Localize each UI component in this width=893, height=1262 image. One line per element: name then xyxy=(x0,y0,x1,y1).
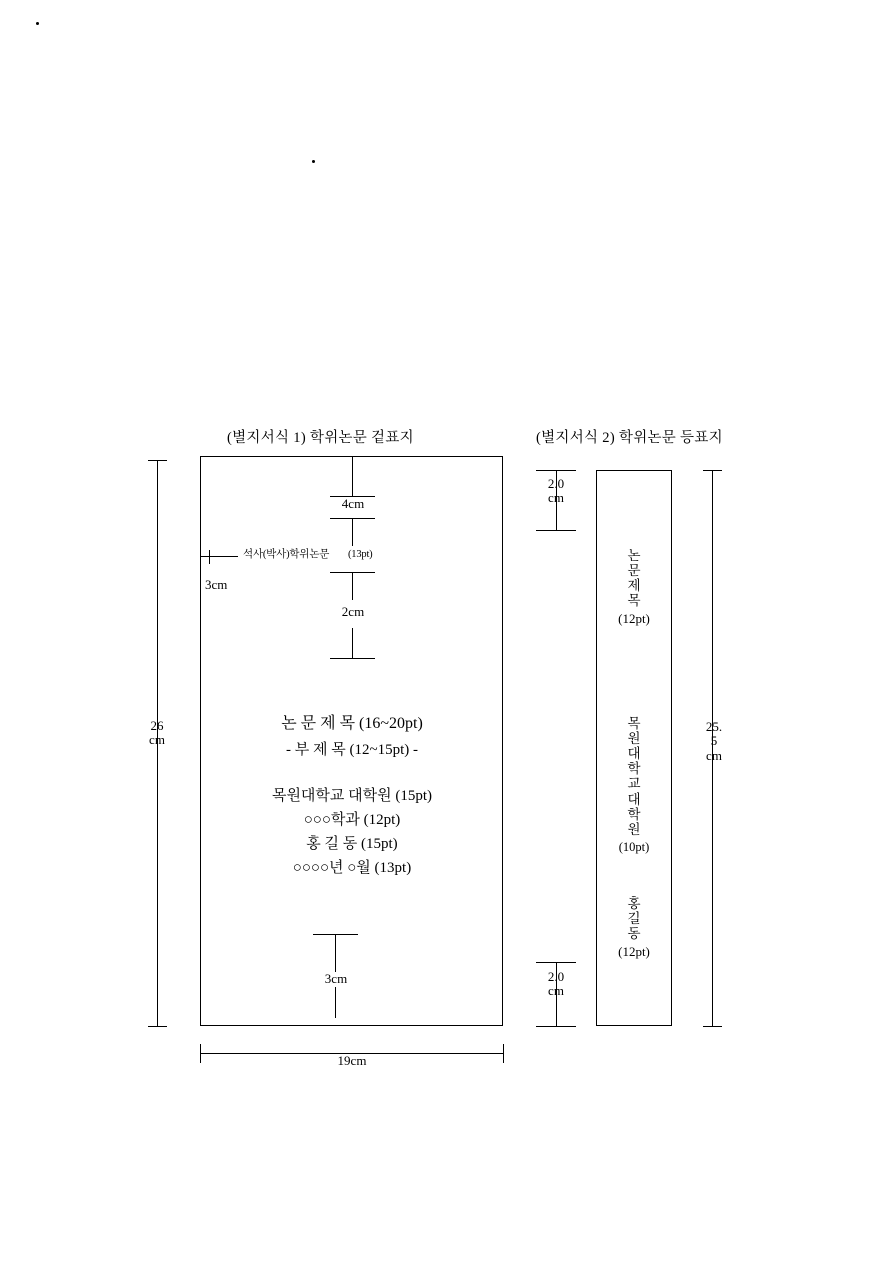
spine-author-char-0: 홍 xyxy=(627,896,641,911)
cover-height-unit: cm xyxy=(149,732,165,748)
spine-title-char-3: 목 xyxy=(627,593,641,609)
spine-title-block xyxy=(614,548,654,627)
spine-title-char-2: 제 xyxy=(627,578,641,594)
cover-left-margin-line xyxy=(200,556,238,557)
cover-height-value: 26 xyxy=(150,718,164,733)
cover-degree-label: 석사(박사)학위논문 xyxy=(243,549,330,560)
cover-width-left-tick xyxy=(200,1044,201,1063)
cover-height-top-tick xyxy=(148,460,167,461)
stray-dot-middle xyxy=(312,160,315,163)
spine-university-char-3: 학 xyxy=(627,761,641,777)
cover-left-margin-label: 3cm xyxy=(205,577,228,592)
cover-author-line: 홍 길 동 (15pt) xyxy=(306,836,398,852)
cover-width-label: 19cm xyxy=(318,1054,386,1069)
spine-height-label xyxy=(697,720,731,763)
spine-title-char-0: 논 xyxy=(627,548,641,563)
cover-top-margin-label: 4cm xyxy=(341,496,365,511)
cover-title-line: 논 문 제 목 (16~20pt) xyxy=(281,715,423,732)
cover-degree-label-size: (13pt) xyxy=(348,549,373,560)
spine-university-char-2: 대 xyxy=(627,746,641,762)
cover-department-line: ○○○학과 (12pt) xyxy=(303,812,401,828)
spine-university-char-5: 대 xyxy=(627,791,641,807)
spine-author-size: (12pt) xyxy=(618,944,650,960)
cover-height-label xyxy=(140,719,174,748)
cover-gap-bottom-tick xyxy=(330,658,375,659)
spine-title-char-1: 문 xyxy=(627,563,641,579)
spine-title-size: (12pt) xyxy=(618,611,650,627)
spine-top-margin-value: 2.0 xyxy=(547,476,565,491)
spine-bottom-dimension-lower-tick xyxy=(536,1026,576,1027)
spine-author-block xyxy=(614,896,654,960)
cover-gap-line xyxy=(352,628,353,658)
spine-bottom-margin-value: 2.0 xyxy=(547,969,565,984)
cover-degree-upper-line xyxy=(352,518,353,546)
cover-date-line: ○○○○년 ○월 (13pt) xyxy=(292,860,412,876)
cover-width-right-tick xyxy=(503,1044,504,1063)
spine-author-char-2: 동 xyxy=(627,926,641,942)
cover-bottom-margin-label: 3cm xyxy=(313,972,359,987)
cover-degree-lower-line xyxy=(352,572,353,600)
cover-gap-label: 2cm xyxy=(341,604,365,619)
spine-caption: (별지서식 2) 학위논문 등표지 xyxy=(536,430,723,446)
spine-university-char-6: 학 xyxy=(627,806,641,822)
spine-author-char-1: 길 xyxy=(627,911,641,927)
spine-top-dimension-lower-tick xyxy=(536,530,576,531)
cover-subtitle-line: - 부 제 목 (12~15pt) - xyxy=(286,742,418,758)
spine-height-top-tick xyxy=(703,470,722,471)
spine-bottom-margin-unit: cm xyxy=(548,983,564,999)
spine-height-unit: cm xyxy=(706,747,722,763)
cover-top-margin-line xyxy=(352,456,353,496)
spine-university-char-7: 원 xyxy=(627,821,641,837)
spine-university-char-4: 교 xyxy=(627,776,641,792)
spine-height-value-2: 5 xyxy=(710,733,718,749)
spine-university-char-1: 원 xyxy=(627,731,641,747)
cover-degree-upper-tick xyxy=(330,518,375,519)
spine-height-bottom-tick xyxy=(703,1026,722,1027)
spine-university-block xyxy=(614,716,654,854)
cover-caption: (별지서식 1) 학위논문 겉표지 xyxy=(227,430,414,446)
spine-top-margin-unit: cm xyxy=(548,490,564,506)
cover-height-bottom-tick xyxy=(148,1026,167,1027)
spine-height-value-1: 25. xyxy=(705,719,723,734)
spine-university-size: (10pt) xyxy=(618,839,650,854)
spine-bottom-margin-label xyxy=(539,970,573,999)
stray-dot-top xyxy=(36,22,39,25)
spine-top-margin-label xyxy=(539,477,573,506)
cover-left-margin-tick xyxy=(209,550,210,564)
cover-university-line: 목원대학교 대학원 (15pt) xyxy=(271,788,433,804)
spine-university-char-0: 목 xyxy=(627,716,641,731)
